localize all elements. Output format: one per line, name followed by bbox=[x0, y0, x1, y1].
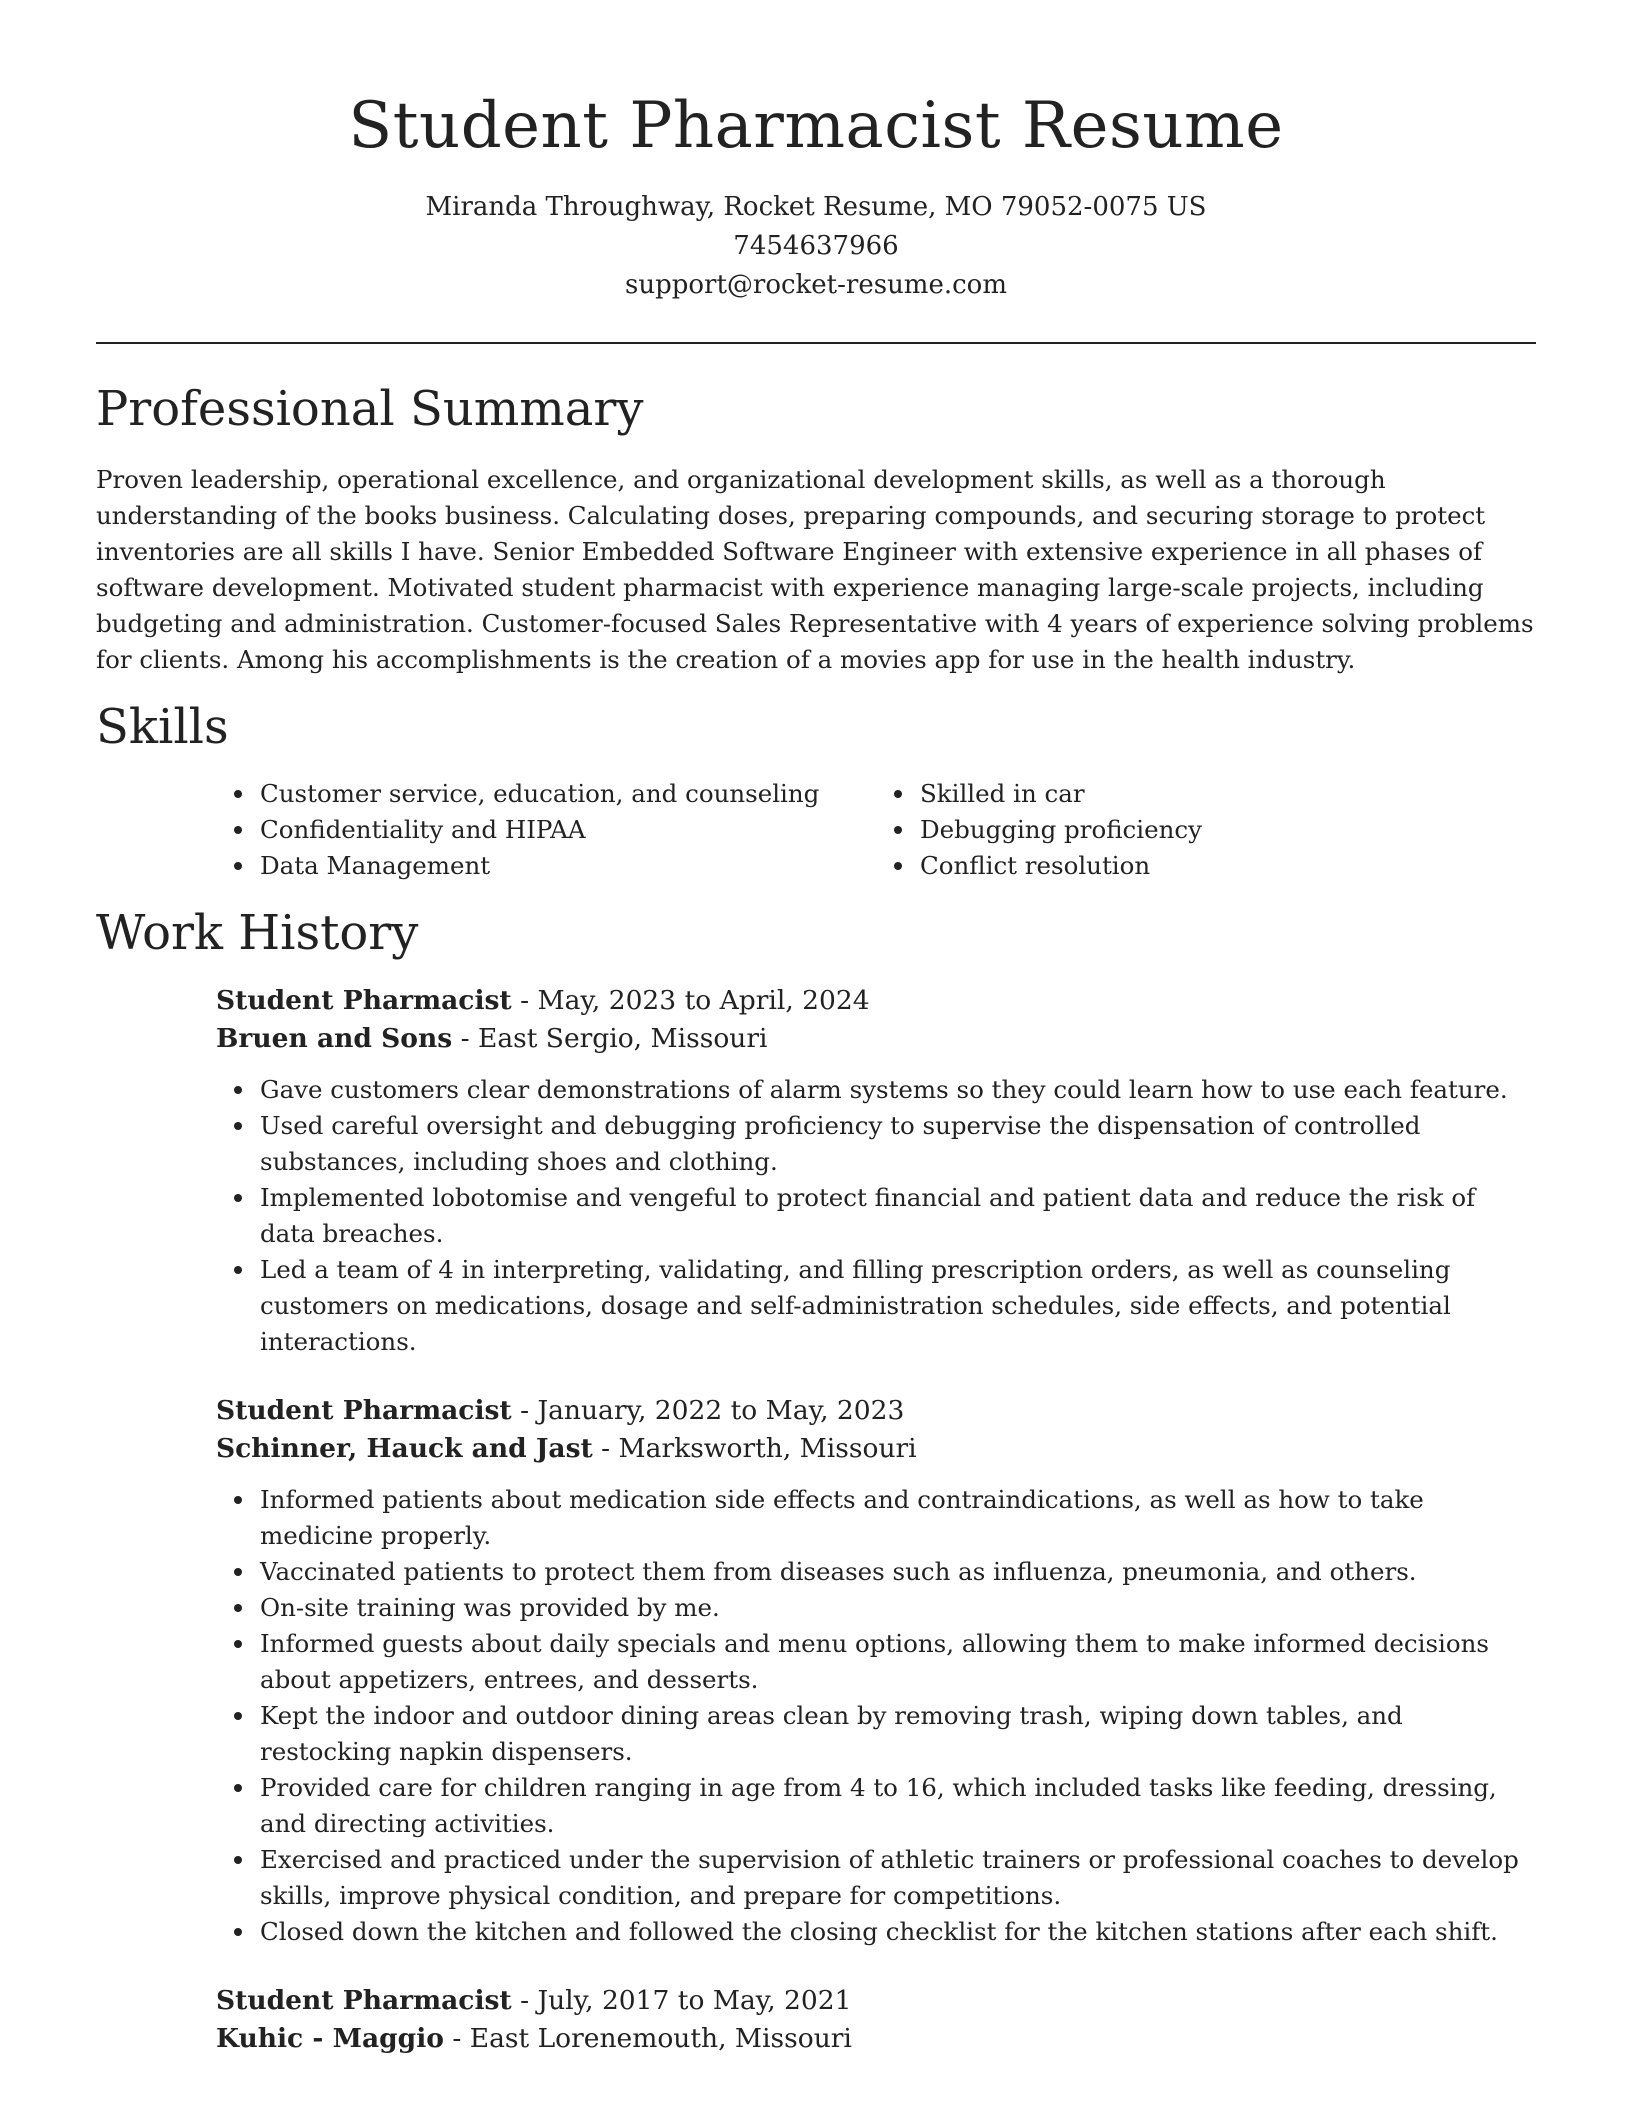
page-title: Student Pharmacist Resume bbox=[348, 89, 1284, 163]
job-entry bbox=[216, 1982, 1536, 2058]
duty-item: Led a team of 4 in interpreting, validating, and filling prescription orders, as well as counseling customers on medications, dosage and self-administration schedules, side effects, and potential interactions. bbox=[260, 1252, 1536, 1360]
job-company: Schinner, Hauck and Jast bbox=[216, 1433, 593, 1464]
work-heading: Work History bbox=[96, 905, 419, 961]
skills-heading: Skills bbox=[96, 699, 229, 755]
job-title: Student Pharmacist bbox=[216, 985, 512, 1016]
job-duties bbox=[216, 1072, 1536, 1360]
job-dates: - May, 2023 to April, 2024 bbox=[511, 985, 870, 1016]
job-location: - East Lorenemouth, Missouri bbox=[443, 2023, 852, 2054]
skills-list-right bbox=[876, 776, 1536, 884]
contact-info bbox=[96, 188, 1536, 305]
resume-header bbox=[96, 0, 1536, 305]
skill-item: Conflict resolution bbox=[920, 848, 1536, 884]
skills-grid bbox=[216, 776, 1536, 884]
job-entry bbox=[216, 982, 1536, 1360]
job-company: Bruen and Sons bbox=[216, 1023, 453, 1054]
job-duties bbox=[216, 1482, 1536, 1950]
contact-phone: 7454637966 bbox=[733, 231, 899, 261]
duty-item: Used careful oversight and debugging proficiency to supervise the dispensation of controlled substances, including shoes and clothing. bbox=[260, 1108, 1536, 1180]
contact-email: support@rocket-resume.com bbox=[624, 270, 1007, 300]
duty-item: Implemented lobotomise and vengeful to protect financial and patient data and reduce the risk of data breaches. bbox=[260, 1180, 1536, 1252]
contact-address: Miranda Throughway, Rocket Resume, MO 79052-0075 US bbox=[425, 192, 1207, 222]
job-location: - East Sergio, Missouri bbox=[452, 1023, 768, 1054]
duty-item: Informed patients about medication side effects and contraindications, as well as how to take medicine properly. bbox=[260, 1482, 1536, 1554]
job-company-line bbox=[216, 1020, 1536, 1058]
work-section bbox=[96, 898, 1536, 2058]
job-title: Student Pharmacist bbox=[216, 1985, 512, 2016]
skills-section bbox=[96, 692, 1536, 884]
duty-item: Provided care for children ranging in age from 4 to 16, which included tasks like feeding, dressing, and directing activities. bbox=[260, 1770, 1536, 1842]
duty-item: Vaccinated patients to protect them from diseases such as influenza, pneumonia, and others. bbox=[260, 1554, 1536, 1590]
header-divider bbox=[96, 342, 1536, 344]
summary-text: Proven leadership, operational excellence, and organizational development skills, as well as a thorough understanding of the books business. Calculating doses, preparing compounds, and securing storage to protect inventories are all skills I have. Senior Embedded Software Engineer with extensive experience in all phases of software development. Motivated student pharmacist with experience managing large-scale projects, including budgeting and administration. Customer-focused Sales Representative with 4 years of experience solving problems for clients. Among his accomplishments is the creation of a movies app for use in the health industry. bbox=[96, 465, 1534, 674]
job-dates: - July, 2017 to May, 2021 bbox=[511, 1985, 852, 2016]
job-location: - Marksworth, Missouri bbox=[592, 1433, 917, 1464]
skill-item: Debugging proficiency bbox=[920, 812, 1536, 848]
duty-item: Informed guests about daily specials and menu options, allowing them to make informed decisions about appetizers, entrees, and desserts. bbox=[260, 1626, 1536, 1698]
job-title-line bbox=[216, 1982, 1536, 2020]
skill-item: Customer service, education, and counseling bbox=[260, 776, 876, 812]
skill-item: Data Management bbox=[260, 848, 876, 884]
job-title-line bbox=[216, 982, 1536, 1020]
duty-item: Gave customers clear demonstrations of alarm systems so they could learn how to use each feature. bbox=[260, 1072, 1536, 1108]
job-dates: - January, 2022 to May, 2023 bbox=[511, 1395, 905, 1426]
job-company-line bbox=[216, 1430, 1536, 1468]
summary-section bbox=[96, 374, 1536, 678]
skills-list-left bbox=[216, 776, 876, 884]
job-title: Student Pharmacist bbox=[216, 1395, 512, 1426]
skill-item: Skilled in car bbox=[920, 776, 1536, 812]
job-title-line bbox=[216, 1392, 1536, 1430]
duty-item: Kept the indoor and outdoor dining areas clean by removing trash, wiping down tables, and restocking napkin dispensers. bbox=[260, 1698, 1536, 1770]
duty-item: On-site training was provided by me. bbox=[260, 1590, 1536, 1626]
skill-item: Confidentiality and HIPAA bbox=[260, 812, 876, 848]
duty-item: Exercised and practiced under the supervision of athletic trainers or professional coaches to develop skills, improve physical condition, and prepare for competitions. bbox=[260, 1842, 1536, 1914]
summary-heading: Professional Summary bbox=[96, 381, 644, 437]
job-entry bbox=[216, 1392, 1536, 1950]
duty-item: Closed down the kitchen and followed the closing checklist for the kitchen stations after each shift. bbox=[260, 1914, 1536, 1950]
job-company: Kuhic - Maggio bbox=[216, 2023, 444, 2054]
resume-page bbox=[96, 0, 1536, 2084]
job-company-line bbox=[216, 2020, 1536, 2058]
